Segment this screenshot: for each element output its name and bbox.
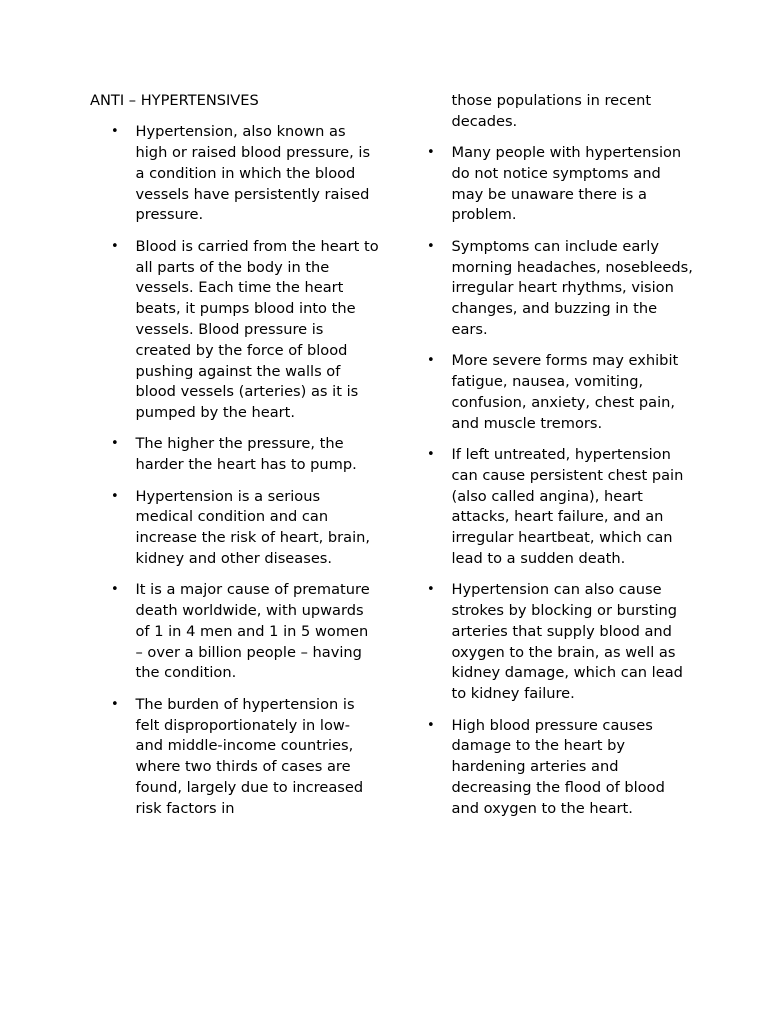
bullet-item: [110, 487, 380, 570]
bullet-marker: •: [111, 696, 119, 712]
bullet-marker: •: [427, 238, 435, 254]
bullet-item: [426, 580, 694, 705]
bullet-marker: •: [111, 488, 119, 504]
bullet-text: The higher the pressure, the harder the heart has to pump.: [135, 435, 357, 474]
bullet-text: If left untreated, hypertension can cause persistent chest pain (also called angina), heart attacks, heart failure, and an irregular heartbeat, which can lead to a sudden death.: [451, 445, 684, 567]
bullet-item: [110, 122, 380, 226]
document-title: ANTI – HYPERTENSIVES: [90, 92, 259, 109]
bullet-item: [110, 237, 380, 424]
bullet-item: [110, 695, 380, 820]
bullet-item: [426, 237, 694, 341]
right-column: [426, 91, 694, 830]
bullet-text: Blood is carried from the heart to all parts of the body in the vessels. Each time the heart beats, it pumps blood into the vessels. Blood pressure is created by the force of blood pushing against the walls of blood vessels (arteries) as it is pumped by the heart.: [135, 237, 379, 422]
bullet-text: Hypertension, also known as high or raised blood pressure, is a condition in which the blood vessels have persistently raised pressure.: [135, 123, 371, 224]
bullet-item: [426, 143, 694, 226]
left-column: [90, 91, 380, 830]
bullet-text: It is a major cause of premature death worldwide, with upwards of 1 in 4 men and 1 in 5 women – over a billion people – having the condition.: [135, 581, 370, 682]
bullet-marker: •: [111, 436, 119, 452]
bullet-text: More severe forms may exhibit fatigue, nausea, vomiting, confusion, anxiety, chest pain, and muscle tremors.: [451, 352, 679, 432]
bullet-marker: •: [427, 145, 435, 161]
bullet-item: [110, 580, 380, 684]
bullet-text: Hypertension is a serious medical condition and can increase the risk of heart, brain, kidney and other diseases.: [135, 487, 371, 567]
bullet-marker: •: [111, 582, 119, 598]
bullet-item: [110, 434, 380, 476]
bullet-marker: •: [427, 353, 435, 369]
bullet-item: [426, 351, 694, 434]
bullet-text: Hypertension can also cause strokes by blocking or bursting arteries that supply blood and oxygen to the brain, as well as kidney damage, which can lead to kidney failure.: [451, 581, 683, 703]
bullet-marker: •: [427, 582, 435, 598]
bullet-text: Many people with hypertension do not notice symptoms and may be unaware there is a problem.: [451, 144, 682, 224]
bullet-marker: •: [427, 446, 435, 462]
continued-text: those populations in recent decades.: [451, 92, 652, 130]
right-bullet-list: [426, 143, 694, 819]
bullet-text: High blood pressure causes damage to the heart by hardening arteries and decreasing the flood of blood and oxygen to the heart.: [451, 716, 665, 817]
bullet-item: [426, 716, 694, 820]
bullet-marker: •: [427, 717, 435, 733]
bullet-marker: •: [111, 124, 119, 140]
bullet-item: [426, 445, 694, 570]
bullet-text: Symptoms can include early morning headaches, nosebleeds, irregular heart rhythms, vision changes, and buzzing in the ears.: [451, 237, 693, 338]
bullet-text: The burden of hypertension is felt disproportionately in low- and middle-income countries, where two thirds of cases are found, largely due to increased risk factors in: [135, 695, 364, 817]
left-bullet-list: [90, 122, 380, 819]
bullet-marker: •: [111, 238, 119, 254]
